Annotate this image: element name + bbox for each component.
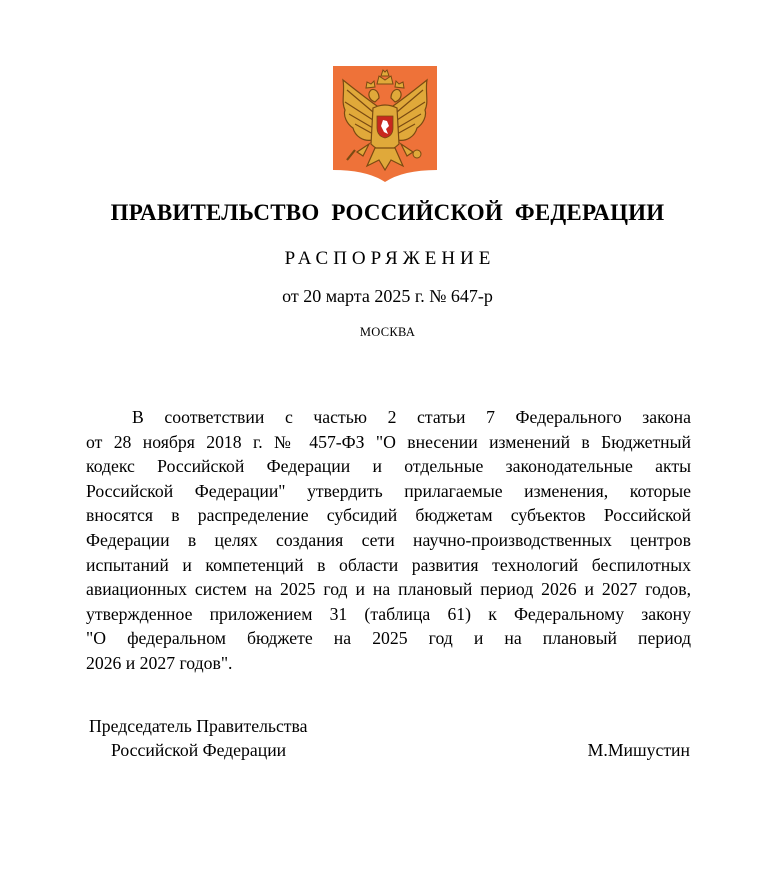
coat-of-arms-emblem [333, 66, 437, 182]
body-line: испытаний и компетенций в области развития технологий беспилотных [86, 554, 691, 575]
body-line: вносятся в распределение субсидий бюджетам субъектов Российской [86, 505, 691, 526]
signatory-position-line-1: Председатель Правительства [89, 716, 308, 736]
body-line: Российской Федерации" утвердить прилагаемые изменения, которые [86, 480, 691, 501]
body-line: кодекс Российской Федерации и отдельные законодательные акты [86, 456, 691, 477]
body-line: 2026 и 2027 годов". [86, 652, 233, 673]
body-line: "О федеральном бюджете на 2025 год и на плановый период [86, 628, 691, 649]
document-type: РАСПОРЯЖЕНИЕ [284, 248, 496, 269]
document-city: МОСКВА [359, 325, 416, 339]
document-body [86, 405, 691, 676]
organization-title: ПРАВИТЕЛЬСТВО РОССИЙСКОЙ ФЕДЕРАЦИИ [110, 200, 665, 225]
body-line: утвержденное приложением 31 (таблица 61) к Федеральному закону [86, 603, 691, 624]
body-line: Федерации в целях создания сети научно-производственных центров [86, 529, 691, 550]
body-line: В соответствии с частью 2 статьи 7 Федерального закона [132, 407, 691, 427]
body-line: от 28 ноября 2018 г. № 457-ФЗ "О внесении изменений в Бюджетный [86, 431, 691, 452]
signatory-name: М.Мишустин [587, 740, 690, 760]
signatory-position-line-2: Российской Федерации [111, 740, 287, 760]
document-date-number: от 20 марта 2025 г. № 647-р [282, 286, 493, 306]
body-line: авиационных систем на 2025 год и на плановый период 2026 и 2027 годов, [86, 579, 691, 600]
russian-coat-of-arms-icon [333, 66, 437, 182]
